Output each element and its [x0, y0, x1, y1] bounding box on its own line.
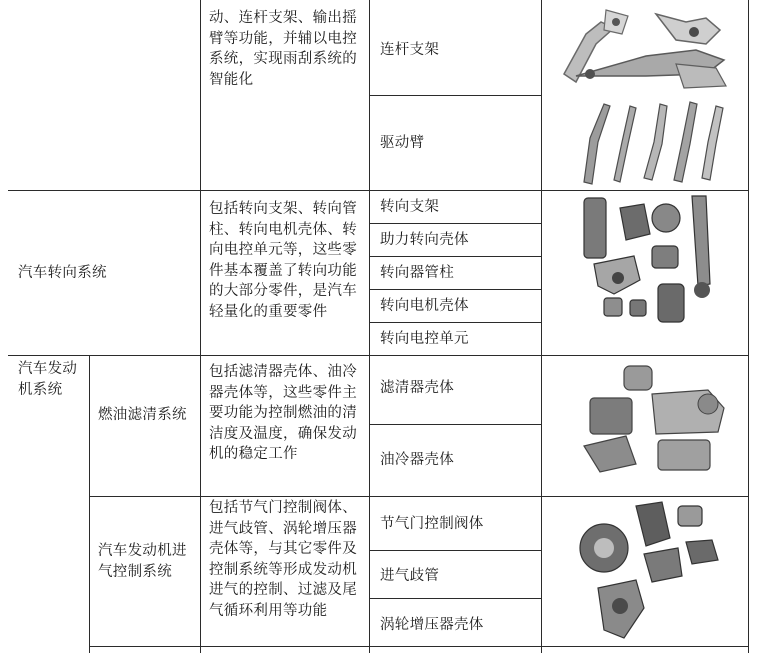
grid-line [369, 95, 542, 96]
grid-line [8, 355, 749, 356]
grid-line [369, 0, 370, 653]
part-name-filter-housing: 滤清器壳体 [380, 380, 454, 396]
grid-line [369, 223, 542, 224]
part-name-steering-column: 转向器管柱 [380, 265, 454, 281]
grid-line [89, 496, 749, 497]
grid-line [89, 355, 90, 653]
part-name-intake-manifold: 进气歧管 [380, 568, 440, 584]
grid-line [369, 598, 542, 599]
engine-system-label: 汽车发动机系统 [18, 361, 78, 398]
link-bracket-photo [556, 4, 736, 90]
part-name-power-steering-housing: 助力转向壳体 [380, 232, 469, 248]
grid-line [369, 424, 542, 425]
part-name-steering-bracket: 转向支架 [380, 199, 440, 215]
grid-line [369, 256, 542, 257]
steering-description: 包括转向支架、转向管柱、转向电机壳体、转向电控单元等，这些零件基本覆盖了转向功能的大部分零件，是汽车轻量化的重要零件 [209, 201, 357, 320]
part-name-throttle-body: 节气门控制阀体 [380, 516, 484, 532]
drive-arm-photo [570, 98, 730, 186]
grid-line [8, 190, 749, 191]
part-name-oil-cooler-housing: 油冷器壳体 [380, 452, 454, 468]
steering-parts-photo [574, 194, 734, 334]
fuel-filter-description: 包括滤清器壳体、油冷器壳体等，这些零件主要功能为控制燃油的清洁度及温度，确保发动机的稳定工作 [209, 364, 357, 462]
intake-control-system-label: 汽车发动机进气控制系统 [98, 543, 187, 580]
part-name-steering-ecu: 转向电控单元 [380, 331, 469, 347]
grid-line [89, 646, 749, 647]
wiper-description: 动、连杆支架、输出摇臂等功能，并辅以电控系统，实现雨刮系统的智能化 [209, 10, 357, 88]
grid-line [541, 0, 542, 653]
grid-line [748, 0, 749, 653]
part-name-link-bracket: 连杆支架 [380, 42, 440, 58]
grid-line [200, 0, 201, 653]
fuel-filter-parts-photo [578, 364, 728, 476]
grid-line [369, 322, 542, 323]
steering-system-label: 汽车转向系统 [18, 265, 107, 281]
part-name-drive-arm: 驱动臂 [380, 135, 425, 151]
intake-control-description: 包括节气门控制阀体、进气歧管、涡轮增压器壳体等，与其它零件及控制系统等形成发动机进气的控制、过滤及尾气循环利用等功能 [209, 500, 357, 619]
intake-parts-photo [574, 498, 724, 644]
part-name-steering-motor-housing: 转向电机壳体 [380, 298, 469, 314]
part-name-turbo-housing: 涡轮增压器壳体 [380, 617, 484, 633]
grid-line [369, 289, 542, 290]
grid-line [369, 550, 542, 551]
fuel-filter-system-label: 燃油滤清系统 [98, 407, 187, 423]
